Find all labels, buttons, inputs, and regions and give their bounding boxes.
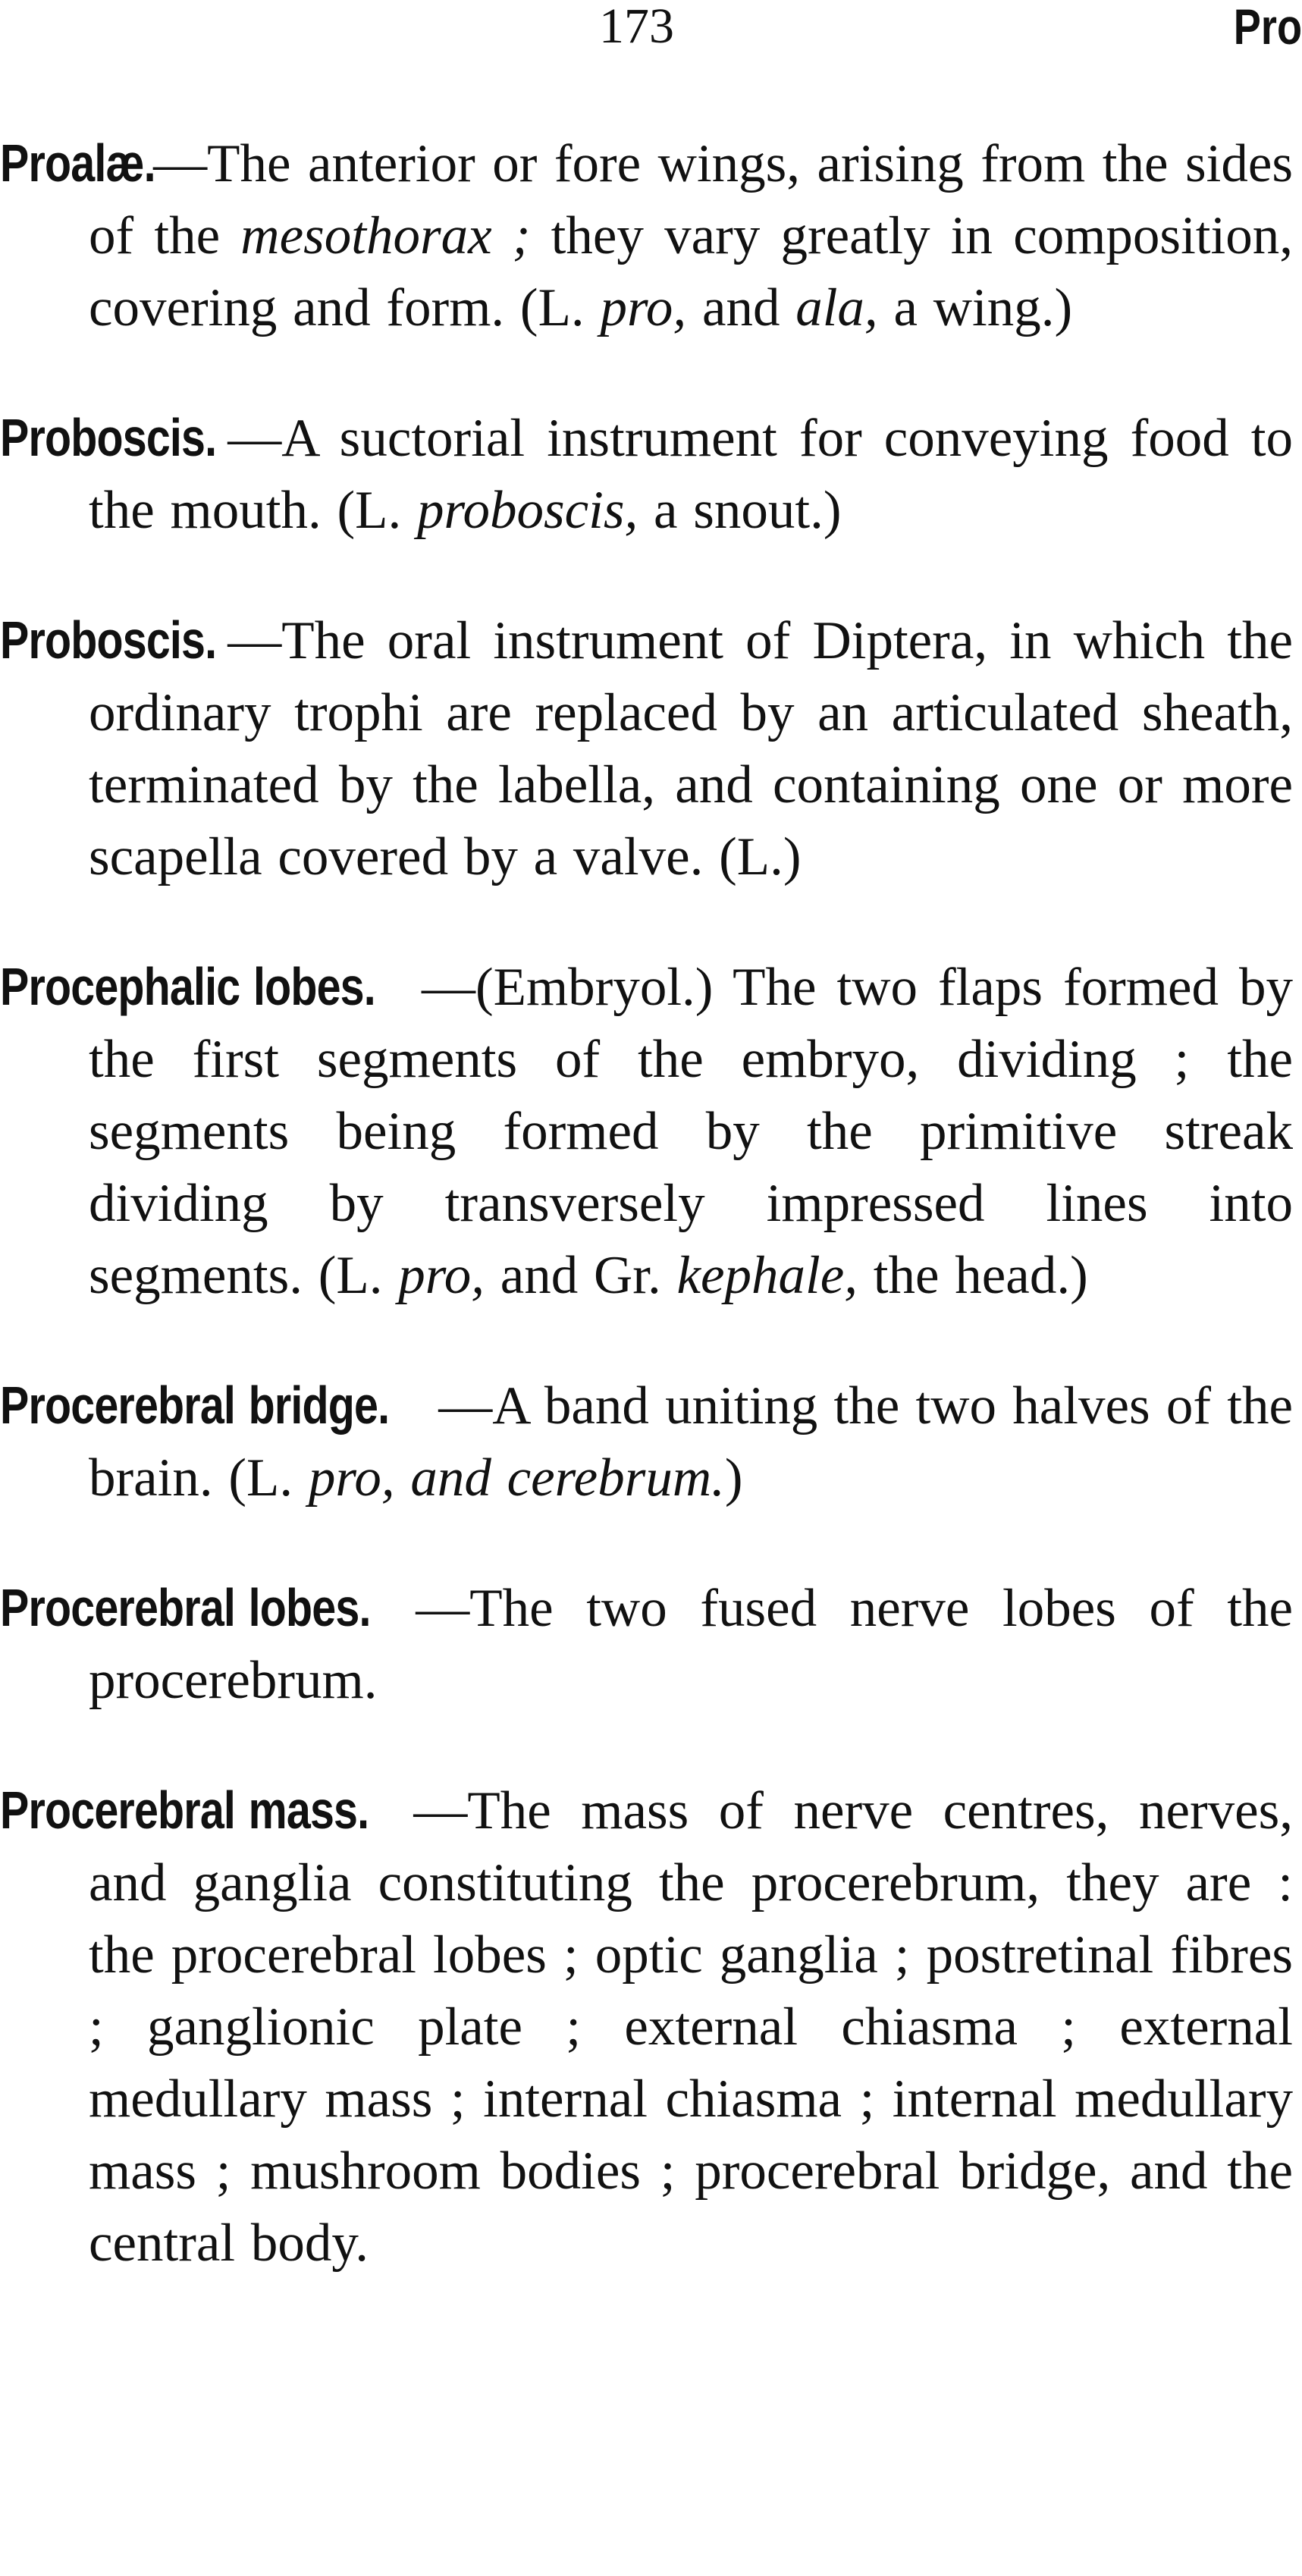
entry-procerebral-mass: [0, 1774, 1293, 2279]
definition-text: a snout.): [638, 481, 842, 540]
entry-term: Procerebral lobes.: [0, 1578, 371, 1637]
definition-text: and Gr.: [485, 1246, 677, 1305]
entry-procephalic-lobes: [0, 951, 1293, 1312]
definition-text: a wing.): [877, 278, 1073, 337]
definition-italic: pro,: [308, 1448, 395, 1508]
guide-word: Pro: [1233, 0, 1302, 55]
entry-procerebral-lobes: [0, 1572, 1293, 1717]
entry-term: Proboscis.: [0, 408, 217, 467]
definition-italic: proboscis,: [416, 481, 638, 540]
definition-text: ): [724, 1448, 743, 1508]
definition-text: —The oral instrument of Diptera, in which the ordinary trophi are replaced by an articulated sheath, terminated by the labella, and containing one or more scapella covered by a valve. (L.): [89, 611, 1293, 886]
entry-procerebral-bridge: [0, 1370, 1293, 1514]
entry-list: [0, 127, 1293, 2337]
definition-text: the head.): [858, 1246, 1088, 1305]
definition-text: —A band uniting the two halves of the brain. (L.: [89, 1376, 1293, 1508]
entry-term: Procerebral bridge.: [0, 1376, 390, 1435]
entry-term: Procerebral mass.: [0, 1781, 369, 1840]
definition-italic: pro,: [600, 278, 687, 337]
running-head: [0, 0, 1302, 68]
definition-italic: and: [394, 1448, 507, 1508]
definition-italic: cerebrum.: [507, 1448, 725, 1508]
page-number: 173: [599, 0, 674, 54]
entry-proboscis-2: [0, 604, 1293, 893]
definition-text: and: [686, 278, 796, 337]
definition-text: —The anterior or fore wings, arising from the sides of the: [89, 134, 1293, 265]
definition-italic: mesothorax ;: [240, 206, 531, 265]
definition-italic: pro,: [398, 1246, 485, 1305]
definition-text: —The mass of nerve centres, nerves, and ganglia constituting the procerebrum, they are : the procerebral lobes ; optic ganglia ; postretinal fibres ; ganglionic plate ; external chiasma ; external medullary mass ; internal chiasma ; internal medullary mass ; mushroom bodies ; procerebral bridge, and the central body.: [89, 1781, 1293, 2273]
definition-italic: ala,: [795, 278, 878, 337]
entry-term: Proboscis.: [0, 610, 217, 670]
definition-text: —The two fused nerve lobes of the procerebrum.: [89, 1579, 1293, 1710]
definition-text: they vary greatly in composition, covering and form. (L.: [89, 206, 1293, 337]
entry-proalae: [0, 127, 1293, 344]
definition-text: —(Embryol.) The two flaps formed by the first segments of the embryo, dividing ; the segments being formed by the primitive streak dividing by transversely impressed lines into segments. (L.: [89, 958, 1293, 1305]
entry-proboscis-1: [0, 402, 1293, 547]
entry-term: Procephalic lobes.: [0, 957, 375, 1016]
entry-term: Proalæ.: [0, 133, 155, 193]
definition-text: —A suctorial instrument for conveying food to the mouth. (L.: [89, 409, 1293, 540]
definition-italic: kephale,: [676, 1246, 858, 1305]
